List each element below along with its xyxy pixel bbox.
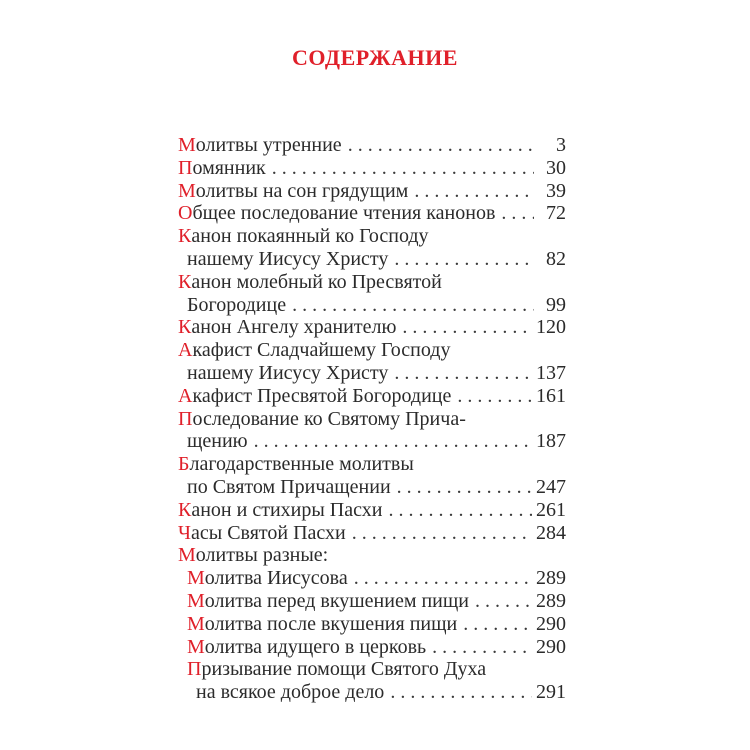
toc-entry-title: ризывание помощи Святого Духа [201,658,487,681]
toc-entry-continuation [187,293,566,317]
toc-entry [178,224,566,248]
dot-leader [272,156,534,180]
toc-entry-title: анон Ангелу хранителю [191,316,397,339]
dot-leader [475,589,532,613]
page-number: 30 [546,156,566,179]
dot-leader [457,384,532,408]
page-number: 3 [556,134,566,156]
toc-entry-title-continuation: по Святом Причащении [187,476,391,498]
page-number: 137 [536,362,566,384]
drop-capital: К [178,225,192,248]
toc-entry [187,635,566,659]
drop-capital: П [178,407,193,430]
page-number: 289 [536,590,566,612]
dot-leader [388,498,532,522]
toc-entry [187,566,566,590]
drop-capital: М [178,544,196,567]
dot-leader [501,201,534,225]
drop-capital: М [187,567,205,590]
page-number: 284 [536,521,566,544]
page-number: 289 [536,567,566,590]
drop-capital: А [178,339,193,362]
toc-entry-continuation [196,680,566,704]
dot-leader [397,475,532,499]
toc-entry [178,384,566,408]
toc-entry-title: оследование ко Святому Прича- [192,407,466,430]
toc-entry-continuation [187,475,566,499]
dot-leader [402,315,532,339]
toc-entry [187,589,566,613]
toc-entry [178,201,566,225]
toc-entry-title: олитвы на сон грядущим [195,179,409,202]
page-number: 290 [536,635,566,658]
toc-entry-title: омянник [192,156,266,179]
drop-capital: Б [178,453,190,476]
page-number: 161 [536,384,566,407]
drop-capital: М [178,134,196,156]
page-number: 72 [546,202,566,225]
page-title: СОДЕРЖАНИЕ [292,45,458,70]
dot-leader [432,635,532,659]
toc-entry-title: олитва идущего в церковь [204,635,427,658]
dot-leader [390,680,532,704]
page-number: 291 [536,681,566,704]
toc-entry-title: олитвы разные: [195,544,329,567]
page-number: 247 [536,476,566,498]
page-number: 187 [536,430,566,453]
drop-capital: А [178,384,193,407]
toc-entry [178,521,566,545]
toc-entry-title-continuation: Богородице [187,293,287,316]
toc-entry-continuation [187,429,566,453]
drop-capital: П [178,156,193,179]
toc-entry-title-continuation: нашему Иисусу Христу [187,362,389,384]
toc-entry [187,612,566,636]
page-number: 99 [546,293,566,316]
toc-entry-title-continuation: нашему Иисусу Христу [187,248,389,270]
toc-entry-title: асы Святой Пасхи [191,521,346,544]
dot-leader [354,566,532,590]
drop-capital: М [187,590,205,612]
drop-capital: О [178,202,193,225]
dot-leader [463,612,532,636]
drop-capital: М [178,179,196,202]
toc-entry [178,543,566,567]
dot-leader [394,247,534,271]
page-number: 120 [536,316,566,339]
dot-leader [352,521,532,545]
toc-entry-continuation [187,247,566,271]
drop-capital: П [187,658,202,681]
dot-leader [254,429,532,453]
dot-leader [394,361,532,385]
page-number: 261 [536,498,566,521]
toc-entry [178,156,566,180]
drop-capital: М [187,635,205,658]
page-number: 290 [536,612,566,635]
toc-entry [187,657,566,681]
page-number: 82 [546,248,566,270]
toc-entry-title: олитвы утренние [195,134,342,156]
toc-entry-title: анон и стихиры Пасхи [191,498,383,521]
toc-entry-title: олитва Иисусова [204,567,348,590]
toc-entry-title: анон молебный ко Пресвятой [191,270,442,293]
drop-capital: М [187,612,205,635]
drop-capital: К [178,316,192,339]
page-number: 39 [546,179,566,202]
dot-leader [292,293,534,317]
toc-entry [178,452,566,476]
toc-entry [178,498,566,522]
toc-entry-title: кафист Сладчайшему Господу [192,339,451,362]
drop-capital: Ч [178,521,191,544]
toc-entry-title-continuation: на всякое доброе дело [196,681,385,704]
toc-entry [178,179,566,203]
toc-entry-continuation [187,361,566,385]
toc-entry-title: анон покаянный ко Господу [191,225,429,248]
drop-capital: К [178,270,192,293]
toc-entry [178,315,566,339]
toc-entry-title: лагодарственные молитвы [189,453,414,476]
toc-entry-title: бщее последование чтения канонов [192,202,496,225]
toc-entry-title-continuation: щению [187,430,248,453]
toc-entry-title: олитва перед вкушением пищи [204,590,469,612]
drop-capital: К [178,498,192,521]
dot-leader [414,179,534,203]
dot-leader [348,133,534,157]
toc-entry [178,270,566,294]
toc-entry-title: кафист Пресвятой Богородице [192,384,452,407]
toc-entry-title: олитва после вкушения пищи [204,612,458,635]
toc-entry [178,338,566,362]
toc-entry [178,407,566,431]
toc-entry [178,133,566,157]
